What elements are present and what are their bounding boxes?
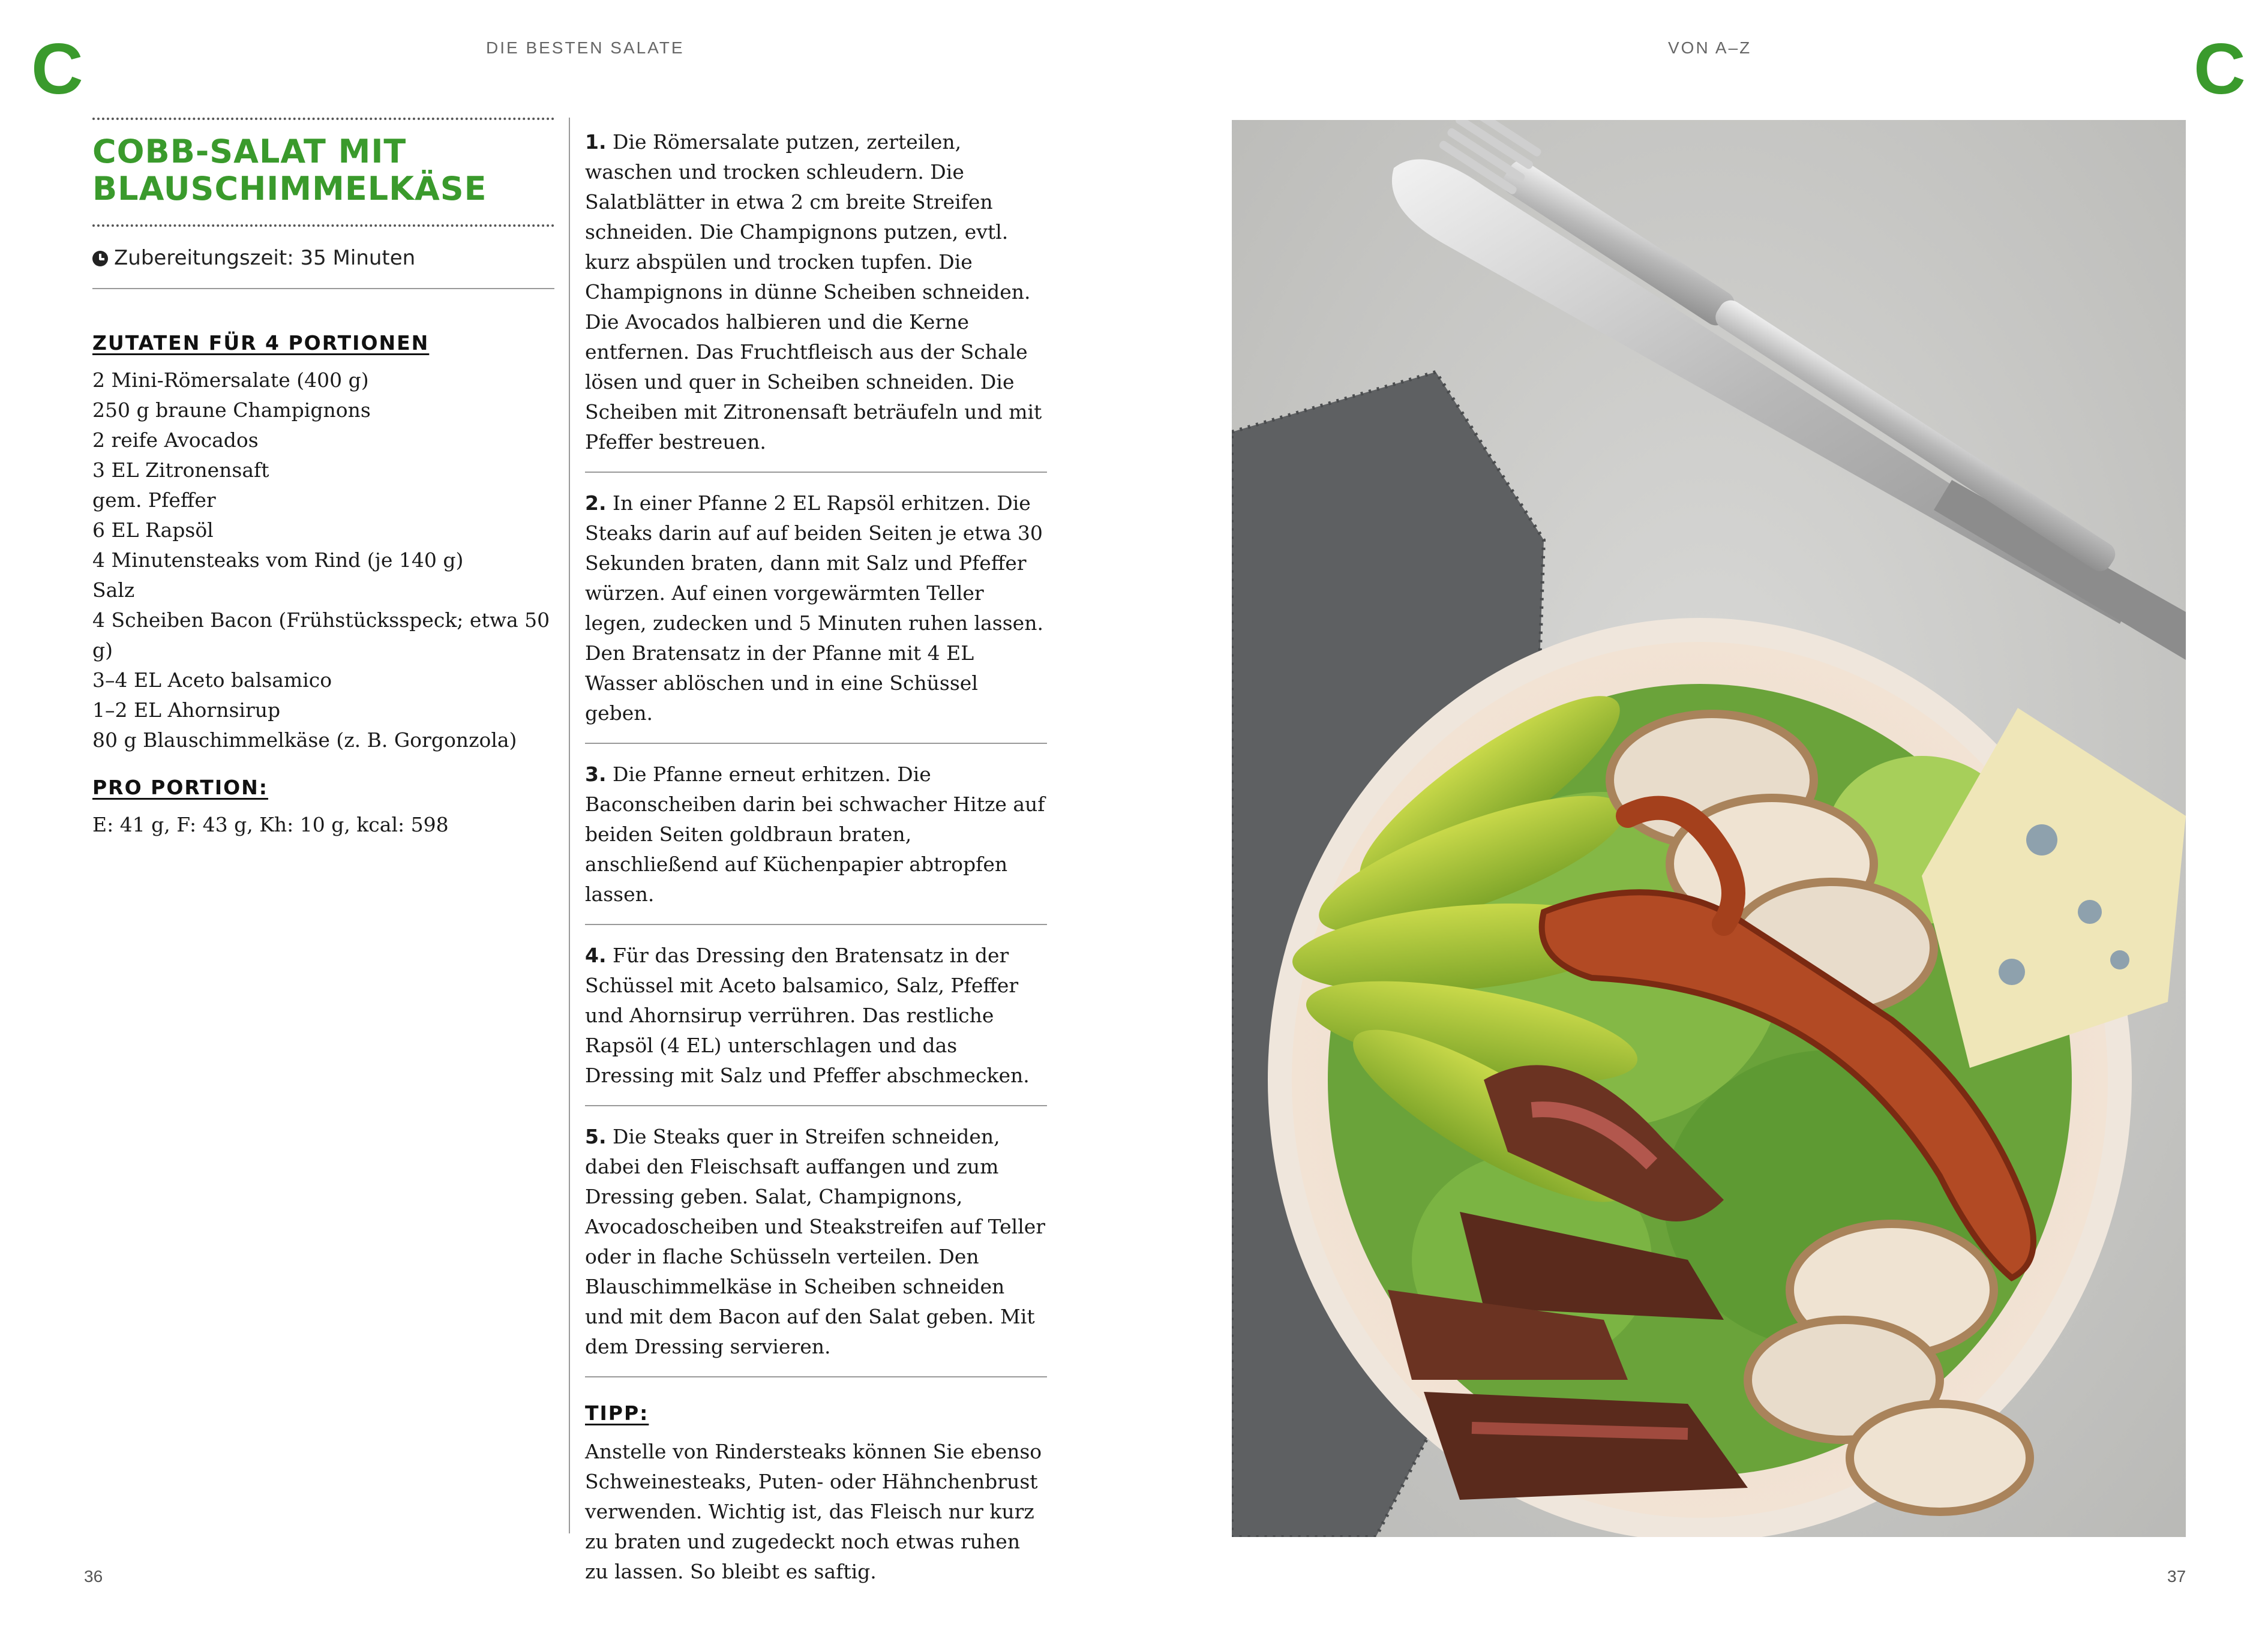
steps-column: [585, 127, 1047, 1587]
chapter-letter-right: C: [2194, 29, 2246, 109]
step-3: [585, 760, 1047, 925]
step-5: [585, 1122, 1047, 1377]
tip-text: Anstelle von Rindersteaks können Sie ebenso Schweinesteaks, Puten- oder Hähnchenbrust verwenden. Wichtig ist, das Fleisch nur kurz zu braten und zugedeckt noch etwas ruhen zu lassen. So bleibt es saftig.: [585, 1440, 1042, 1583]
portion-heading: PRO PORTION:: [92, 776, 268, 799]
tip-heading: TIPP:: [585, 1401, 649, 1425]
page-number-left: 36: [84, 1567, 103, 1586]
running-head-right: VON A–Z: [1668, 38, 1752, 57]
ingredient-item: 6 EL Rapsöl: [92, 518, 214, 542]
step-number: 5.: [585, 1125, 607, 1148]
running-head-left: DIE BESTEN SALATE: [486, 38, 685, 57]
step-2: [585, 488, 1047, 744]
ingredient-item: 4 Scheiben Bacon (Frühstücksspeck; etwa 50 g): [92, 608, 550, 662]
ingredient-item: 2 reife Avocados: [92, 428, 259, 452]
recipe-info-column: [92, 118, 554, 840]
ingredient-item: 1–2 EL Ahornsirup: [92, 698, 281, 722]
step-1: [585, 127, 1047, 473]
column-divider: [569, 118, 570, 1533]
recipe-title-line-2: BLAUSCHIMMELKÄSE: [92, 170, 487, 208]
step-4: [585, 941, 1047, 1106]
ingredient-item: 3 EL Zitronensaft: [92, 458, 269, 482]
ingredient-item: 250 g braune Champignons: [92, 398, 371, 422]
ingredient-item: gem. Pfeffer: [92, 488, 216, 512]
title-top-rule: [92, 118, 554, 120]
step-number: 3.: [585, 763, 607, 786]
ingredient-item: 2 Mini-Römersalate (400 g): [92, 368, 369, 392]
prep-time-text: Zubereitungszeit: 35 Minuten: [114, 246, 416, 270]
ingredient-item: 3–4 EL Aceto balsamico: [92, 668, 332, 692]
step-text: Die Römersalate putzen, zerteilen, waschen und trocken schleudern. Die Salatblätter in etwa 2 cm breite Streifen schneiden. Die Champignons putzen, evtl. kurz abspülen und trocken tupfen. Die Champignons in dünne Scheiben schneiden. Die Avocados halbieren und die Kerne entfernen. Das Fruchtfleisch aus der Schale lösen und quer in Scheiben schneiden. Die Scheiben mit Zitronensaft beträufeln und mit Pfeffer bestreuen.: [585, 130, 1042, 454]
recipe-title-line-1: COBB-SALAT MIT: [92, 133, 407, 170]
prep-time: [92, 246, 554, 270]
title-bottom-rule: [92, 224, 554, 227]
clock-icon: [92, 251, 108, 266]
step-text: Die Pfanne erneut erhitzen. Die Baconscheiben darin bei schwacher Hitze auf beiden Seiten goldbraun braten, anschließend auf Küchenpapier abtropfen lassen.: [585, 763, 1045, 906]
step-number: 4.: [585, 944, 607, 967]
step-text: In einer Pfanne 2 EL Rapsöl erhitzen. Die Steaks darin auf auf beiden Seiten je etwa 30 Sekunden braten, dann mit Salz und Pfeffer würzen. Auf einen vorgewärmten Teller legen, zudecken und 5 Minuten ruhen lassen. Den Bratensatz in der Pfanne mit 4 EL Wasser ablöschen und in eine Schüssel geben.: [585, 491, 1043, 725]
salad-photo: [1232, 120, 2186, 1537]
step-number: 2.: [585, 491, 607, 515]
step-number: 1.: [585, 130, 607, 154]
prep-divider: [92, 288, 554, 289]
ingredient-item: 4 Minutensteaks vom Rind (je 140 g): [92, 548, 464, 572]
chapter-letter-left: C: [31, 29, 83, 109]
ingredient-item: 80 g Blauschimmelkäse (z. B. Gorgonzola): [92, 728, 517, 752]
portion-values: E: 41 g, F: 43 g, Kh: 10 g, kcal: 598: [92, 813, 449, 836]
ingredient-item: Salz: [92, 578, 135, 602]
recipe-title: [92, 133, 554, 208]
ingredients-list: [92, 365, 554, 755]
step-text: Für das Dressing den Bratensatz in der Schüssel mit Aceto balsamico, Salz, Pfeffer und Ahornsirup verrühren. Das restliche Rapsöl (4 EL) unterschlagen und das Dressing mit Salz und Pfeffer abschmecken.: [585, 944, 1030, 1087]
ingredients-heading: ZUTATEN FÜR 4 PORTIONEN: [92, 331, 430, 355]
page-number-right: 37: [2167, 1567, 2186, 1586]
step-text: Die Steaks quer in Streifen schneiden, dabei den Fleischsaft auffangen und zum Dressing geben. Salat, Champignons, Avocadoscheiben und Steakstreifen auf Teller oder in flache Schüsseln verteilen. Den Blauschimmelkäse in Scheiben schneiden und mit dem Bacon auf den Salat geben. Mit dem Dressing servieren.: [585, 1125, 1046, 1358]
